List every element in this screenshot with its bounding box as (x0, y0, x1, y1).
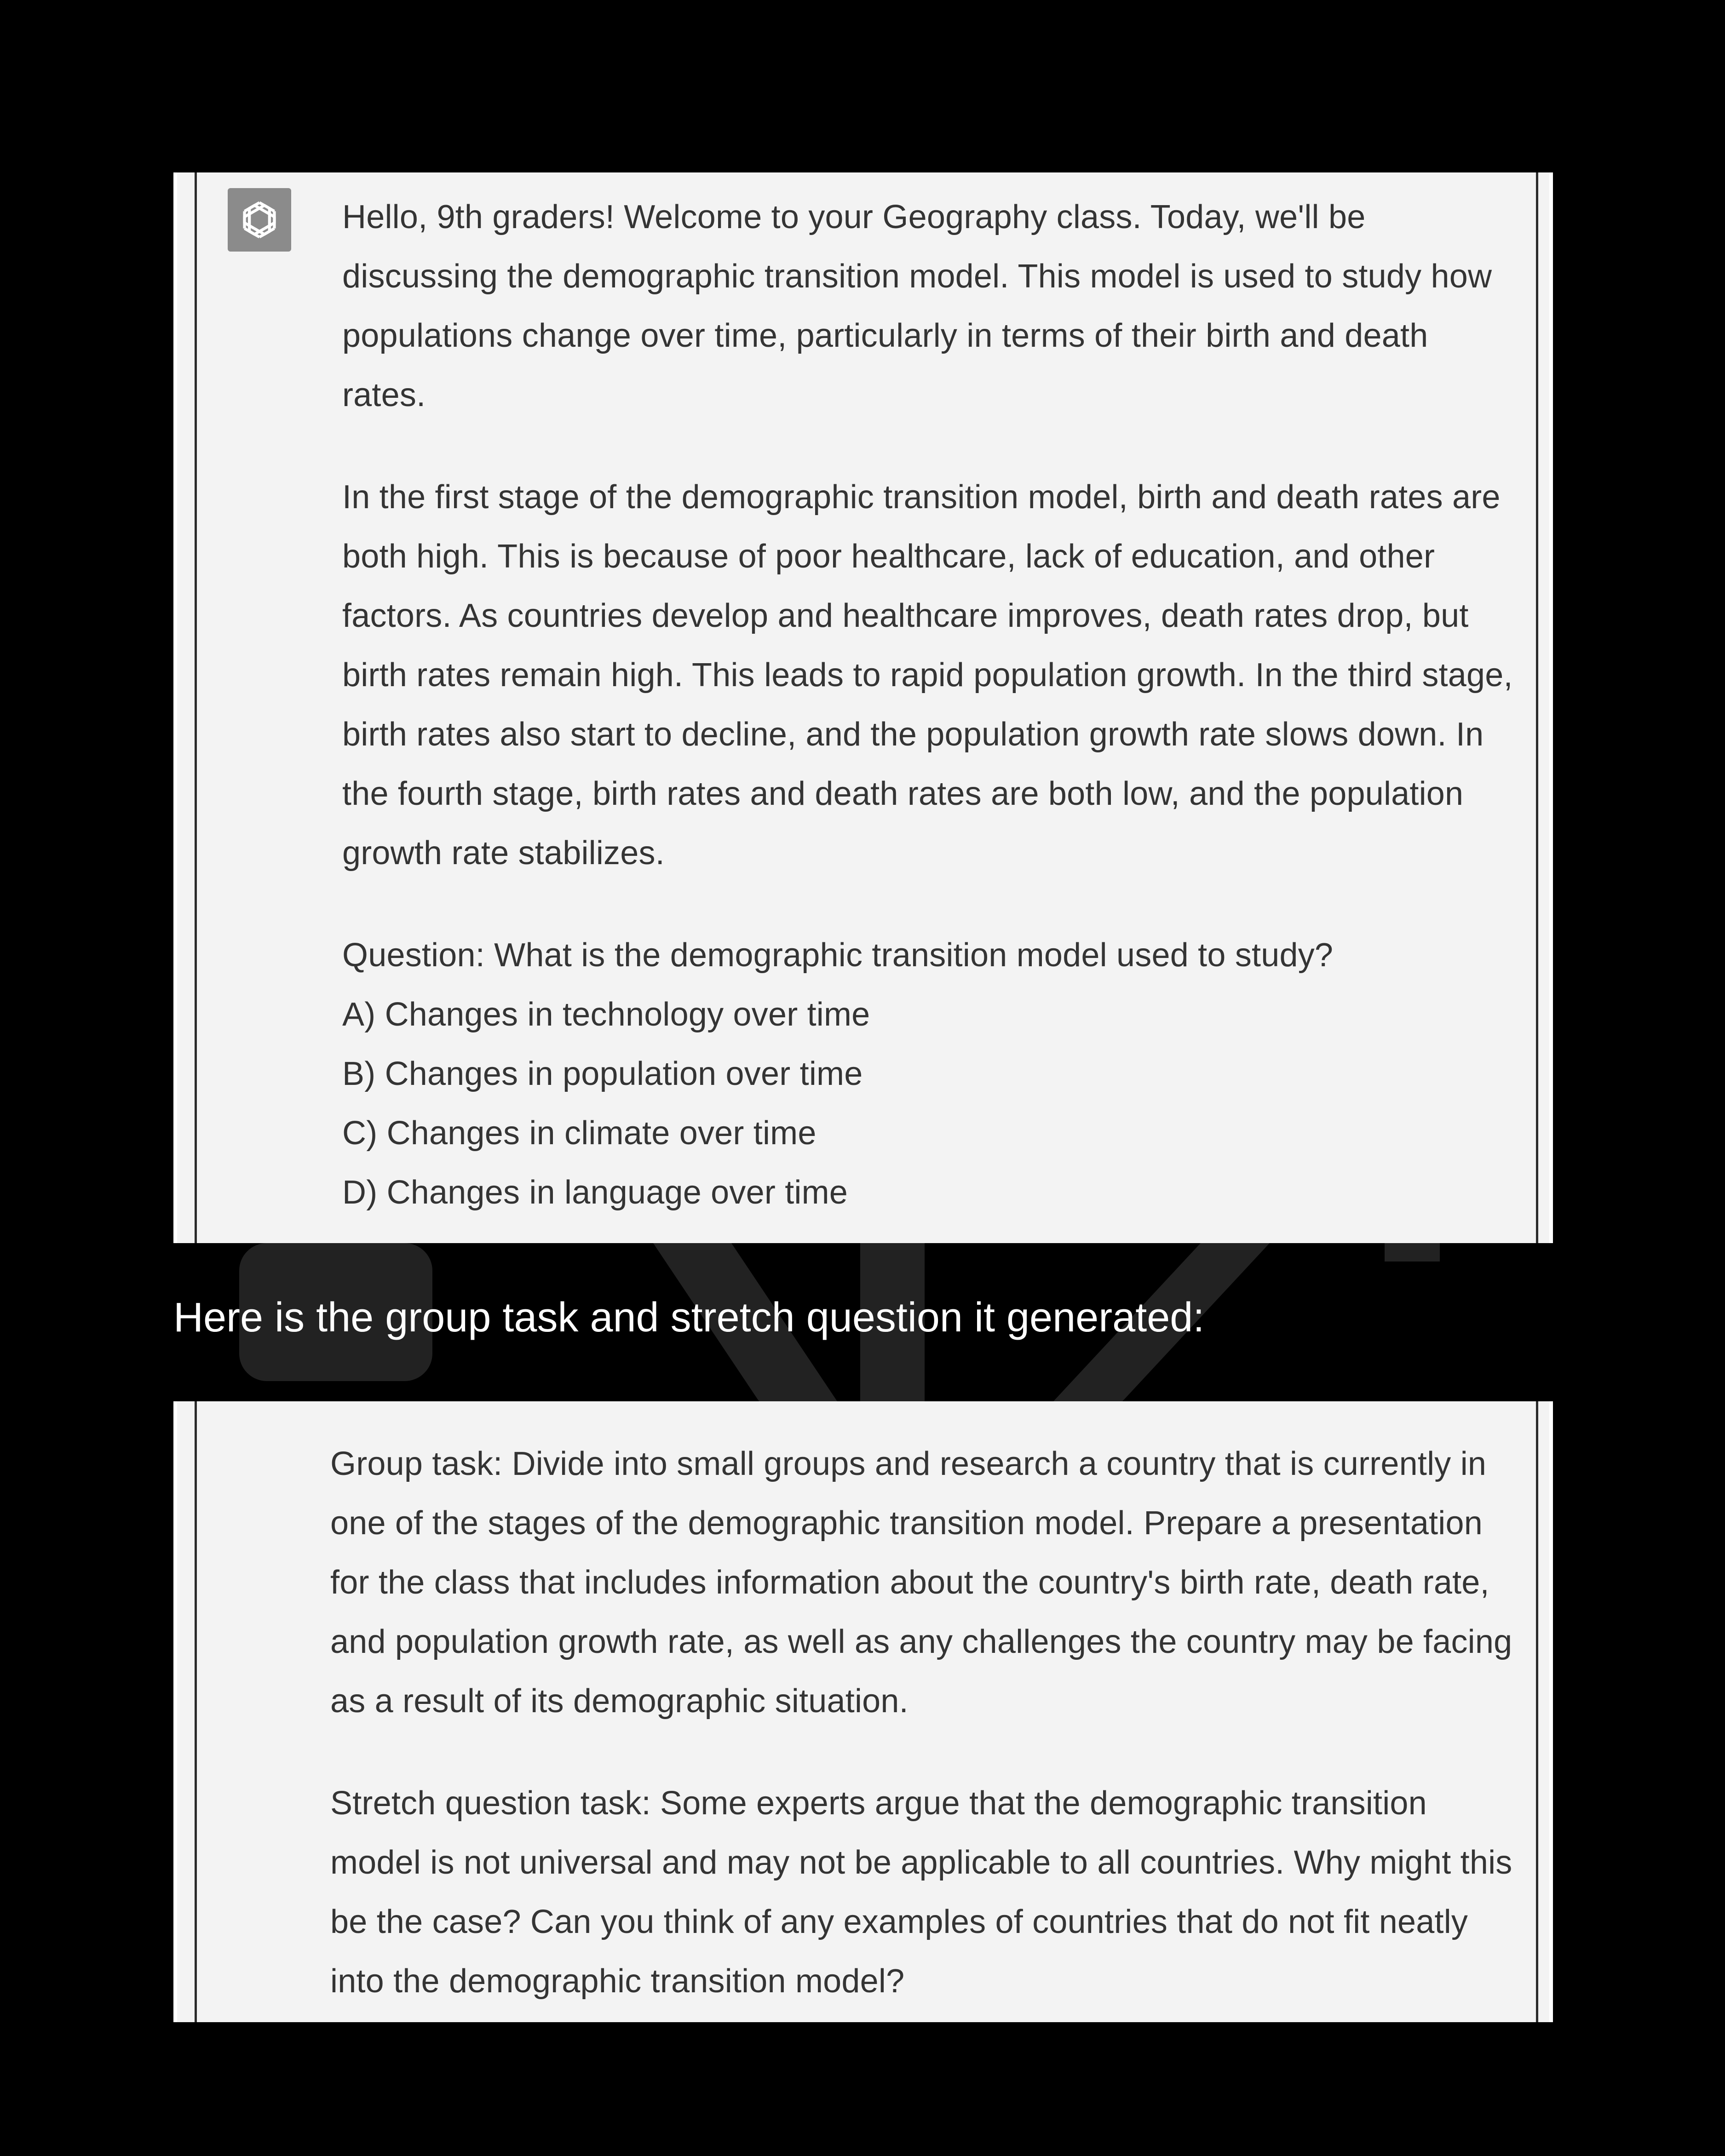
assistant-avatar (228, 188, 291, 252)
option-a: A) Changes in technology over time (342, 996, 870, 1033)
task-text (330, 1434, 1522, 2011)
question-text: Question: What is the demographic transition model used to study? (342, 937, 1334, 974)
group-task-paragraph: Group task: Divide into small groups and research a country that is currently in one of the stages of the demographic transition model. Prepare a presentation for the class that includes information about the country's birth rate, death rate, and population growth rate, as well as any challenges the country may be facing as a result of its demographic situation. (330, 1445, 1512, 1720)
option-d: D) Changes in language over time (342, 1174, 848, 1211)
stages-paragraph: In the first stage of the demographic transition model, birth and death rates are both high. This is because of poor healthcare, lack of education, and other factors. As countries develop and healthcare improves, death rates drop, but birth rates remain high. This leads to rapid population growth. In the third stage, birth rates also start to decline, and the population growth rate slows down. In the fourth stage, birth rates and death rates are both low, and the population growth rate stabilizes. (342, 479, 1513, 872)
assistant-response-panel (173, 172, 1553, 1243)
caption-text: Here is the group task and stretch question it generated: (173, 1295, 1205, 1341)
intro-paragraph: Hello, 9th graders! Welcome to your Geography class. Today, we'll be discussing the demographic transition model. This model is used to study how populations change over time, particularly in terms of their birth and death rates. (342, 199, 1492, 413)
openai-logo-icon (236, 196, 283, 244)
stretch-task-paragraph: Stretch question task: Some experts argue that the demographic transition model is not universal and may not be applicable to all countries. Why might this be the case? Can you think of any examples of countries that do not fit neatly into the demographic transition model? (330, 1785, 1512, 2000)
group-task-panel (173, 1401, 1553, 2022)
response-text (342, 188, 1520, 1222)
option-c: C) Changes in climate over time (342, 1115, 816, 1152)
option-b: B) Changes in population over time (342, 1055, 863, 1092)
